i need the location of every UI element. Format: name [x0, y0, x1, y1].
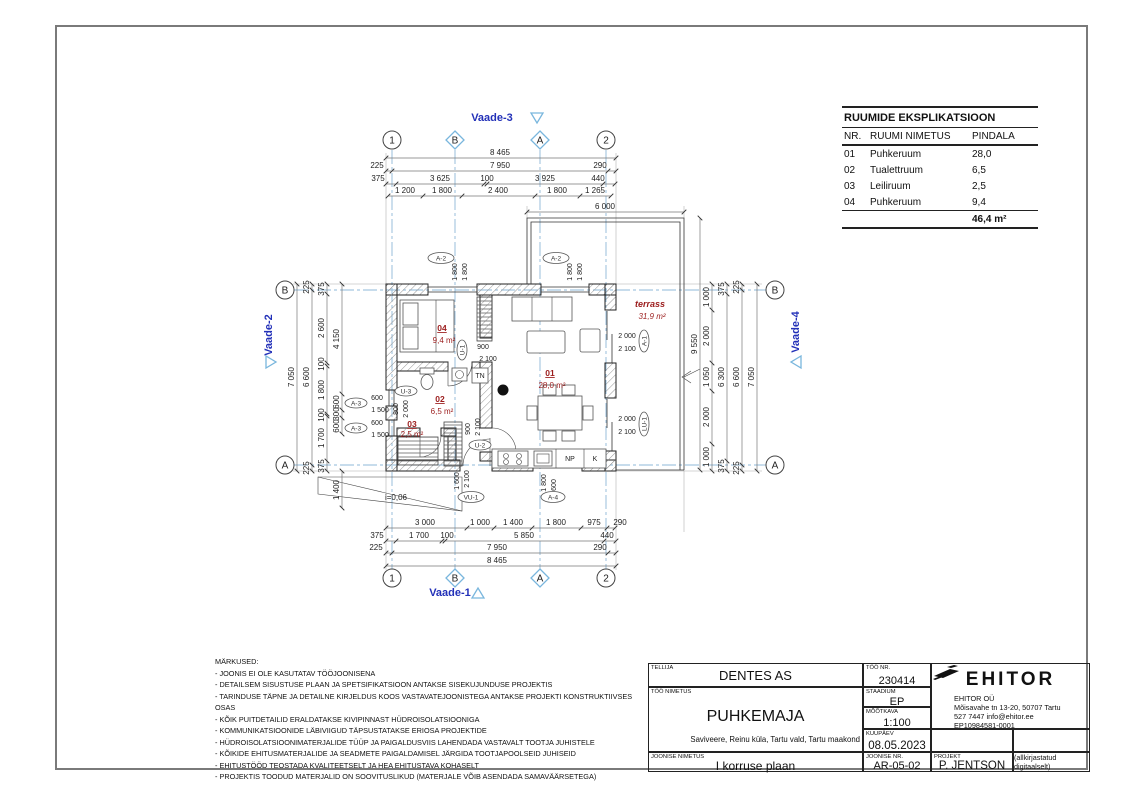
door-lu1-sliding [607, 399, 612, 451]
svg-text:900: 900 [477, 344, 489, 351]
marker-a3-upper [345, 395, 389, 414]
marker-a2-left [428, 253, 469, 281]
chimney [498, 385, 509, 396]
door-a1-sliding [607, 311, 612, 363]
dim-text: 8 465 [486, 556, 508, 565]
dim-text: 225 [732, 461, 741, 475]
empty-cell [1013, 729, 1090, 752]
dimensions-bottom [369, 518, 627, 566]
svg-text:2 000: 2 000 [618, 416, 636, 423]
note-item: - KOMMUNIKATSIOONIDE LÄBIVIIGUD TÄPSUSTATAKSE ERIOSA PROJEKTIDE [215, 726, 487, 735]
svg-text:A: A [771, 460, 779, 472]
svg-text:B: B [451, 573, 459, 585]
explication-total-row [842, 210, 1038, 229]
dim-text: 375 [370, 531, 384, 540]
view-4-label: Vaade-4 [790, 311, 802, 353]
explication-header [842, 128, 1038, 146]
author-name: P. JENTSON [938, 760, 1006, 772]
dimensions-right [690, 218, 757, 475]
dim-text: 440 [591, 174, 605, 183]
date-cell: KUUPÄEV 08.05.2023 [863, 729, 931, 752]
view-1-label: Vaade-1 [429, 587, 471, 599]
svg-text:1 800: 1 800 [541, 474, 548, 492]
svg-text:1 800: 1 800 [577, 263, 584, 281]
dim-text: 6 000 [594, 202, 616, 211]
svg-text:600: 600 [371, 395, 383, 402]
dim-text: 225 [302, 461, 311, 475]
svg-text:1 500: 1 500 [371, 407, 389, 414]
svg-text:2 100: 2 100 [618, 346, 636, 353]
svg-text:B: B [771, 285, 779, 297]
drawing-nr: AR-05-02 [873, 760, 921, 772]
svg-text:1: 1 [389, 573, 395, 585]
marker-u3 [393, 386, 417, 418]
level-marker [682, 371, 691, 383]
view-1-triangle-icon [472, 588, 484, 598]
svg-text:600: 600 [371, 420, 383, 427]
dim-text: 4 150 [332, 328, 341, 350]
dim-text: 1 800 [546, 186, 568, 195]
dim-text: 1 400 [332, 479, 341, 501]
dim-text: 1 800 [317, 379, 326, 401]
dim-text: 2 000 [702, 325, 711, 347]
room-02-number: 02 [435, 394, 445, 404]
dim-text: 1 700 [317, 427, 326, 449]
dim-text: 100 [317, 357, 326, 371]
svg-text:A: A [281, 460, 289, 472]
signature-note: (allkirjastatud digitaalselt) [1014, 753, 1057, 771]
dim-text: 1 000 [702, 446, 711, 468]
col-name: RUUMI NIMETUS [870, 130, 951, 142]
project-name-cell: TÖÖ NIMETUS PUHKEMAJA Saviveere, Reinu küla, Tartu vald, Tartu maakond [648, 687, 863, 752]
svg-text:2 100: 2 100 [475, 418, 482, 436]
dim-text: 1 700 [408, 531, 430, 540]
svg-text:1 800: 1 800 [567, 263, 574, 281]
marker-a1 [618, 330, 649, 353]
svg-text:B: B [281, 285, 289, 297]
title-block [648, 663, 1090, 772]
drawing-name-cell: JOONISE NIMETUS I korruse plaan [648, 752, 863, 772]
armchair [580, 329, 600, 352]
svg-text:A: A [536, 135, 544, 147]
stage: EP [889, 696, 905, 708]
room-04-number: 04 [437, 323, 447, 333]
notes-title: MÄRKUSED: [215, 657, 259, 666]
view-3-label: Vaade-3 [471, 112, 513, 124]
room-02-area: 6,5 m² [430, 407, 454, 416]
notes-block [215, 656, 647, 783]
dim-text: 290 [613, 518, 627, 527]
svg-text:2: 2 [603, 135, 609, 147]
dim-text: 2 400 [487, 186, 509, 195]
table-row: 04 Puhkeruum 9,4 [844, 196, 986, 208]
work-nr: 230414 [878, 675, 916, 687]
scale-value: 1:100 [883, 717, 911, 729]
dim-text: 100 [480, 174, 494, 183]
client-name: DENTES AS [719, 667, 792, 683]
col-nr: NR. [844, 130, 862, 142]
boiler [472, 368, 488, 383]
signature-cell [1013, 752, 1090, 772]
dim-text: 5 850 [513, 531, 535, 540]
svg-text:2: 2 [603, 573, 609, 585]
project-name: PUHKEMAJA [706, 708, 805, 725]
table-row: 02 Tualettruum 6,5 [844, 164, 986, 176]
client-cell: TELLIJA DENTES AS [648, 663, 863, 687]
dim-text: 7 050 [747, 366, 756, 388]
table-row: 01 Puhkeruum 28,0 [844, 148, 992, 160]
dim-text: 225 [370, 161, 384, 170]
dimensions-left [287, 280, 342, 508]
room-04-area: 9,4 m² [432, 336, 456, 345]
marker-a3-lower [345, 420, 389, 439]
dim-text: 375 [317, 282, 326, 296]
svg-text:U-1: U-1 [459, 344, 467, 356]
view-2-triangle-icon [266, 356, 276, 368]
window-a2-left [428, 284, 477, 295]
svg-text:U-2: U-2 [474, 442, 486, 450]
author-cell: PROJEKT P. JENTSON [931, 752, 1013, 772]
company-contact: 527 7447 info@ehitor.ee [954, 712, 1034, 721]
dim-text: 100 [440, 531, 454, 540]
sofa [512, 297, 572, 321]
dim-text: 1 050 [702, 366, 711, 388]
extension-lines [293, 153, 762, 570]
dim-text: 300 [332, 407, 341, 421]
ramp-slope-label: i=0,06 [384, 493, 408, 502]
stage-cell: STAADIUM EP [863, 687, 931, 707]
svg-text:2 000: 2 000 [403, 400, 410, 418]
svg-text:2 100: 2 100 [479, 356, 497, 363]
stairs [444, 422, 462, 466]
dim-text: 1 400 [502, 518, 524, 527]
marker-a2-right [543, 253, 584, 281]
dim-text: 8 465 [489, 148, 511, 157]
dim-text: 440 [600, 531, 614, 540]
marker-lu1 [618, 412, 649, 436]
svg-text:VU-1: VU-1 [463, 494, 479, 502]
total-area: 46,4 m² [972, 213, 1007, 225]
window-a2-right [541, 284, 589, 295]
note-item: - EHITUSTÖÖD TEOSTADA KVALITEETSELT JA HEA EHITUSTAVA KOHASELT [215, 760, 479, 770]
col-area: PINDALA [972, 130, 1015, 142]
drawing-nr-cell: JOONISE NR. AR-05-02 [863, 752, 931, 772]
svg-text:A-3: A-3 [350, 425, 362, 433]
window-a3-lower [389, 420, 394, 436]
dim-text: 2 000 [702, 406, 711, 428]
dim-text: 3 000 [414, 518, 436, 527]
dim-text: 600 [332, 419, 341, 433]
work-nr-cell: TÖÖ NR. 230414 [863, 663, 931, 687]
svg-text:600: 600 [551, 479, 558, 491]
svg-text:LU-1: LU-1 [641, 416, 649, 432]
washbasin [452, 368, 467, 381]
dimensions-top [370, 148, 684, 212]
note-item: - HÜDROISOLATSIOONIMATERJALIDE TÜÜP JA PAIGALDUSVIIS LAHENDADA VASTAVALT TOOTJA JUHISTELE [215, 737, 595, 747]
drawing-name: I korruse plaan [715, 759, 796, 773]
dim-text: 375 [717, 459, 726, 473]
dining-set [527, 385, 593, 441]
svg-text:1 800: 1 800 [452, 263, 459, 281]
dim-text: 3 925 [534, 174, 556, 183]
view-2-label: Vaade-2 [263, 314, 275, 356]
svg-text:U-3: U-3 [400, 388, 412, 396]
dim-text: 2 600 [317, 317, 326, 339]
svg-text:2 000: 2 000 [618, 333, 636, 340]
dim-text: 7 050 [287, 366, 296, 388]
ehitor-logo-icon [932, 664, 962, 682]
terrace-label: terrass [634, 299, 666, 309]
svg-text:A-3: A-3 [350, 400, 362, 408]
terrace-area: 31,9 m² [638, 312, 666, 321]
project-address: Saviveere, Reinu küla, Tartu vald, Tartu maakond [690, 735, 860, 744]
wardrobe [477, 297, 492, 341]
room-01-area: 28,0 m² [538, 381, 566, 390]
svg-text:A-2: A-2 [435, 255, 447, 263]
view-markers [263, 112, 802, 599]
svg-text:800: 800 [393, 403, 400, 415]
toilet [420, 368, 434, 390]
empty-cell [931, 729, 1013, 752]
view-4-triangle-icon [791, 356, 801, 368]
svg-text:1 500: 1 500 [371, 432, 389, 439]
svg-text:2 100: 2 100 [464, 470, 471, 488]
dim-text: 1 800 [545, 518, 567, 527]
dim-text: 7 950 [489, 161, 511, 170]
scale-cell: MÕÕTKAVA 1:100 [863, 707, 931, 729]
svg-text:A-2: A-2 [550, 255, 562, 263]
dim-text: 7 950 [486, 543, 508, 552]
dim-text: 600 [332, 395, 341, 409]
dim-text: 100 [317, 408, 326, 422]
note-item: - TARINDUSE TÄPNE JA DETAILNE KIRJELDUS KOOS VASTAVATEJOONISTEGA ANTAKSE PROJEKTI KONSTRUKTIIVSES OSAS [215, 691, 633, 712]
svg-text:2 100: 2 100 [618, 429, 636, 436]
grid-bubbles [276, 131, 784, 587]
tn-label: TN [475, 373, 485, 380]
table-row: 03 Leiliruum 2,5 [844, 180, 986, 192]
sauna-benches [398, 437, 438, 465]
dim-text: 375 [371, 174, 385, 183]
dim-text: 1 200 [394, 186, 416, 195]
note-item: - PROJEKTIS TOODUD MATERJALID ON SOOVITUSLIKUD (MATERJALE VÕIB ASENDADA SAMAVÄÄRSETEGA) [215, 772, 597, 781]
ehitor-logo-text: EHITOR [965, 669, 1056, 690]
dim-text: 1 265 [584, 186, 606, 195]
np-label: NP [565, 456, 575, 463]
k-label: K [592, 456, 598, 463]
dim-text: 6 300 [717, 366, 726, 388]
company-cell [931, 663, 1090, 729]
room-explication-table [842, 106, 1038, 229]
dim-text: 6 600 [732, 366, 741, 388]
note-item: - KÕIK PUITDETAILID ERALDATAKSE KIVIPINNAST HÜDROISOLATSIOONIGA [215, 714, 480, 724]
note-item: - DETAILSEM SISUSTUSE PLAAN JA SPETSIFIKATSIOON ANTAKSE SISEKUJUNDUSE PROJEKTIS [215, 680, 553, 689]
dim-text: 1 000 [469, 518, 491, 527]
coffee-table [527, 331, 565, 353]
svg-text:1 600: 1 600 [454, 472, 461, 490]
svg-text:A-1: A-1 [641, 335, 649, 347]
date-value: 08.05.2023 [868, 739, 926, 752]
svg-text:900: 900 [465, 423, 472, 435]
dim-text: 375 [717, 282, 726, 296]
furniture [398, 297, 606, 468]
svg-text:B: B [451, 135, 459, 147]
stove [498, 451, 528, 466]
company-address: Mõisavahe tn 13-20, 50707 Tartu [954, 703, 1061, 712]
svg-text:1 800: 1 800 [462, 263, 469, 281]
marker-u1 [457, 340, 497, 363]
dim-text: 975 [587, 518, 601, 527]
kitchen-counter [492, 449, 606, 468]
svg-text:A: A [536, 573, 544, 585]
dim-text: 290 [593, 543, 607, 552]
company-reg: EP10984581-0001 [954, 721, 1015, 730]
dim-text: 9 550 [690, 333, 699, 355]
dim-text: 225 [369, 543, 383, 552]
dim-text: 375 [317, 459, 326, 473]
explication-title: RUUMIDE EKSPLIKATSIOON [842, 106, 1038, 128]
note-item: - KÕIKIDE EHITUSMATERJALIDE JA SEADMETE PAIGALDAMISEL JÄRGIDA TOOTJAPOOLSEID JUHISEID [215, 749, 576, 758]
svg-text:1: 1 [389, 135, 395, 147]
marker-a4 [541, 474, 565, 502]
svg-text:A-4: A-4 [547, 494, 559, 502]
grid-lines [294, 150, 768, 570]
company-name: EHITOR OÜ [954, 694, 995, 703]
dim-text: 6 600 [302, 366, 311, 388]
dim-text: 1 000 [702, 286, 711, 308]
room-03-number: 03 [407, 419, 417, 429]
room-01-number: 01 [545, 368, 555, 378]
dim-text: 225 [302, 280, 311, 294]
dim-text: 1 800 [431, 186, 453, 195]
dim-text: 225 [732, 280, 741, 294]
room-03-area: 2,5 m² [400, 430, 424, 439]
note-item: - JOONIS EI OLE KASUTATAV TÖÖJOONISENA [215, 668, 376, 678]
dim-text: 3 625 [429, 174, 451, 183]
dim-text: 290 [593, 161, 607, 170]
marker-vu1 [454, 470, 484, 502]
view-3-triangle-icon [531, 113, 543, 123]
